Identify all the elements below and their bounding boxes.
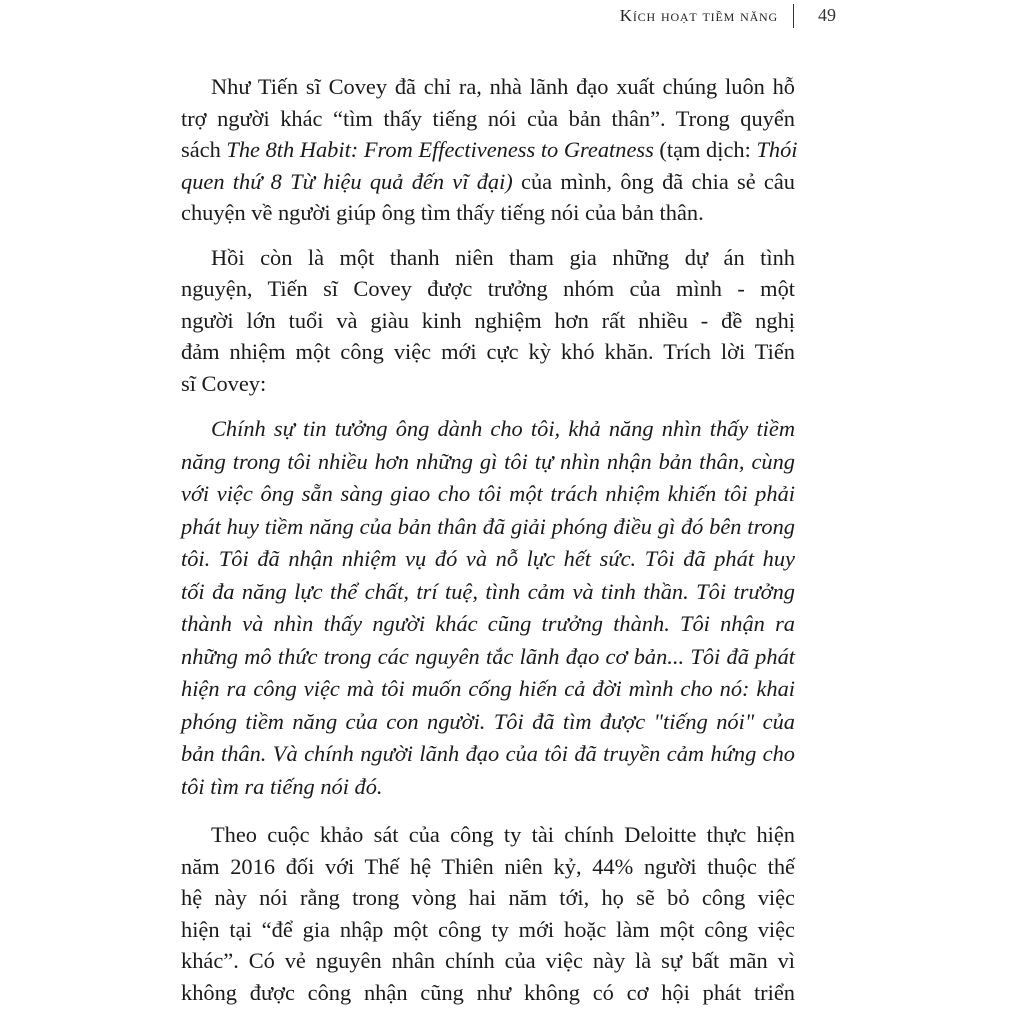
text-line: Theo cuộc khảo sát của công ty tài chính Deloitte thực hiện [211, 822, 795, 847]
text-line: chuyện về người giúp ông tìm thấy tiếng nói của bản thân. [181, 200, 704, 225]
text-line: hệ này nói rằng trong vòng hai năm tới, họ sẽ bỏ công việc [181, 885, 795, 910]
text-line: tôi tìm ra tiếng nói đó. [181, 773, 383, 799]
text-line: người lớn tuổi và giàu kinh nghiệm hơn rất nhiều - đề nghị [181, 307, 795, 333]
text-line: với việc ông sẵn sàng giao cho tôi một trách nhiệm khiến tôi phải [181, 481, 795, 506]
text-line: khác”. Có vẻ nguyên nhân chính của việc này là sự bất mãn vì [181, 948, 795, 973]
text-line: bản thân. Và chính người lãnh đạo của tôi đã truyền cảm hứng cho [181, 741, 795, 766]
text-line: Như Tiến sĩ Covey đã chỉ ra, nhà lãnh đạo xuất chúng luôn hỗ [211, 74, 795, 99]
page-header [0, 4, 1024, 30]
text-line: tôi. Tôi đã nhận nhiệm vụ đó và nỗ lực hết sức. Tôi đã phát huy [181, 546, 795, 571]
text-line: phát huy tiềm năng của bản thân đã giải phóng điều gì đó bên trong [181, 513, 795, 539]
text-line: đảm nhiệm một công việc mới cực kỳ khó khăn. Trích lời Tiến [181, 339, 795, 364]
text-line: thành và nhìn thấy người khác cũng trưởng thành. Tôi nhận ra [181, 611, 795, 636]
text-line: những mô thức trong các nguyên tắc lãnh đạo cơ bản... Tôi đã phát [181, 643, 795, 669]
paragraph [181, 71, 798, 229]
text-line: trợ người khác “tìm thấy tiếng nói của bản thân”. Trong quyển [181, 105, 795, 131]
paragraph [181, 819, 795, 1008]
text-line: quen thứ 8 Từ hiệu quả đến vĩ đại) của mình, ông đã chia sẻ câu [181, 168, 795, 194]
block-quote [181, 413, 795, 803]
text-line: tối đa năng lực thể chất, trí tuệ, tình cảm và tinh thần. Tôi trưởng [181, 578, 795, 604]
text-line: Chính sự tin tưởng ông dành cho tôi, khả năng nhìn thấy tiềm [211, 416, 795, 441]
text-line: sách The 8th Habit: From Effectiveness to Greatness (tạm dịch: Thói [181, 137, 798, 162]
text-line: Hồi còn là một thanh niên tham gia những dự án tình [211, 244, 795, 270]
header-divider [793, 4, 794, 28]
text-line: không được công nhận cũng như không có cơ hội phát triển [181, 979, 795, 1005]
text-line: phóng tiềm năng của con người. Tôi đã tìm được "tiếng nói" của [181, 708, 795, 734]
running-title: Kích hoạt tiềm năng [619, 6, 778, 25]
paragraph [181, 242, 795, 400]
text-line: nguyện, Tiến sĩ Covey được trưởng nhóm của mình - một [181, 276, 795, 301]
text-line: năm 2016 đối với Thế hệ Thiên niên kỷ, 44% người thuộc thế [181, 853, 795, 879]
text-line: năng trong tôi nhiều hơn những gì tôi tự nhìn nhận bản thân, cùng [181, 448, 795, 474]
text-line: sĩ Covey: [181, 370, 267, 396]
body-text [181, 71, 798, 1022]
text-line: hiện ra công việc mà tôi muốn cống hiến cả đời mình cho nó: khai [181, 676, 795, 701]
text-line: hiện tại “để gia nhập một công ty mới hoặc làm một công việc [181, 916, 795, 942]
page-number: 49 [818, 5, 836, 25]
